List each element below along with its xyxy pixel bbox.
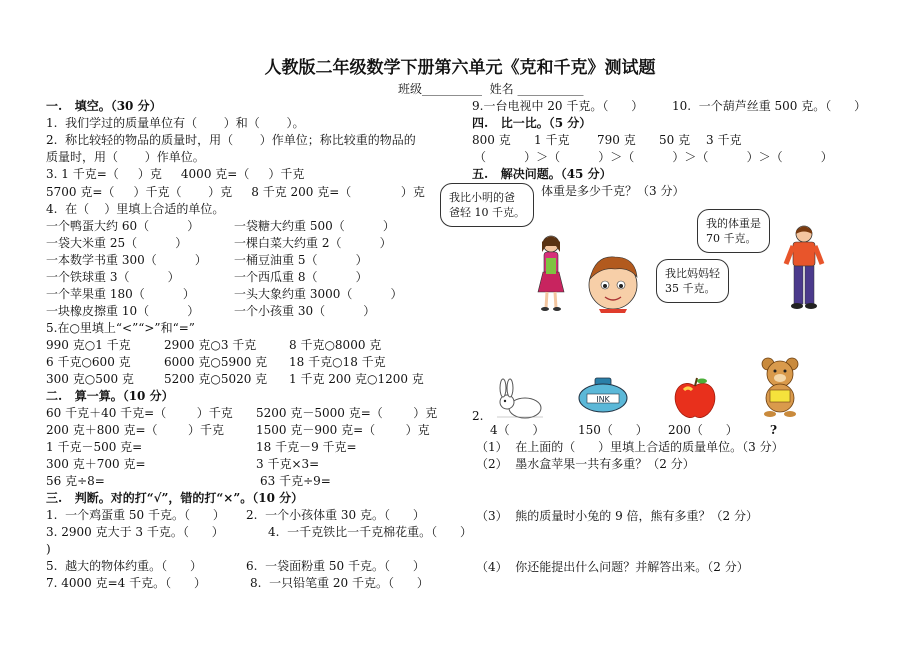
calc-item: 3 千克×3= [256, 457, 320, 471]
apple-icon [672, 376, 718, 420]
q2-line1: 2. 称比较轻的物品的质量时，用（ ）作单位；称比较重的物品的 [46, 133, 416, 147]
judge-item: 4. 一千克铁比一千克棉花重。（ ） [268, 525, 472, 539]
unit-item: 一桶豆油重 5（ ） [234, 253, 368, 267]
speech-bubble-mother: 我比小明的爸 爸轻 10 千克。 [440, 183, 534, 227]
compare-item: 18 千克○18 千克 [289, 355, 386, 369]
q5: 5.在○里填上“<”“>”和“=” [46, 321, 195, 335]
unit-item: 一个鸭蛋大约 60（ ） [46, 219, 200, 233]
unit-item: 一个苹果重 180（ ） [46, 287, 195, 301]
judge-item: 2. 一个小孩体重 30 克。（ ） [246, 508, 425, 522]
compare-item: 990 克○1 千克 [46, 338, 131, 352]
compare-item: 300 克○500 克 [46, 372, 134, 386]
section-5-heading: 五. 解决问题。（45 分） [472, 167, 612, 181]
unit-item: 一个西瓜重 8（ ） [234, 270, 368, 284]
calc-item: 63 千克÷9= [260, 474, 331, 488]
speech-bubble-father: 我的体重是 70 千克。 [697, 209, 770, 253]
judge-item: 5. 越大的物体约重。（ ） [46, 559, 202, 573]
section-4-heading: 四. 比一比。（5 分） [472, 116, 592, 130]
ink-label: INK [596, 395, 610, 404]
compare-item: 8 千克○8000 克 [289, 338, 382, 352]
calc-item: 200 克＋800 克=（ ）千克 [46, 423, 225, 437]
problem-2-number: 2. [472, 409, 484, 423]
calc-item: 18 千克－9 千克= [256, 440, 357, 454]
calc-item: 300 克＋700 克= [46, 457, 146, 471]
compare-value: 50 克 [659, 133, 691, 147]
problem-1: 体重是多少千克？（3 分） [541, 184, 685, 198]
q1: 1. 我们学过的质量单位有（ ）和（ ）。 [46, 116, 305, 130]
judge-item: 7. 4000 克=4 千克。（ ） [46, 576, 207, 590]
weight-rabbit: 4（ ） [490, 423, 545, 437]
judge-item: 1. 一个鸡蛋重 50 千克。（ ） [46, 508, 225, 522]
unit-item: 一个小孩重 30（ ） [234, 304, 376, 318]
mother-illustration [530, 234, 572, 312]
compare-item: 5200 克○5020 克 [164, 372, 268, 386]
compare-value: 790 克 [597, 133, 636, 147]
section-2-heading: 二. 算一算。（10 分） [46, 389, 174, 403]
q3-line1: 3. 1 千克=（ ）克 4000 克=（ ）千克 [46, 167, 305, 181]
unit-item: 一棵白菜大约重 2（ ） [234, 236, 392, 250]
calc-item: 1500 克－900 克=（ ）克 [256, 423, 430, 437]
weight-bear: ? [770, 423, 778, 437]
unit-item: 一袋糖大约重 500（ ） [234, 219, 395, 233]
calc-item: 1 千克－500 克= [46, 440, 143, 454]
unit-item: 一袋大米重 25（ ） [46, 236, 188, 250]
compare-item: 6 千克○600 克 [46, 355, 131, 369]
page-title: 人教版二年级数学下册第六单元《克和千克》测试题 [264, 58, 656, 78]
unit-item: 一头大象约重 3000（ ） [234, 287, 403, 301]
weight-apple: 200（ ） [668, 423, 738, 437]
section-3-heading: 三. 判断。对的打“√”，错的打“×”。（10 分） [46, 491, 304, 505]
compare-item: 2900 克○3 千克 [164, 338, 257, 352]
judge-9: 9.一台电视中 20 千克。（ ） [472, 99, 644, 113]
sub-question-2: （2） 墨水盒苹果一共有多重？（2 分） [476, 457, 695, 471]
compare-value: 1 千克 [534, 133, 570, 147]
compare-item: 6000 克○5900 克 [164, 355, 268, 369]
weight-ink: 150（ ） [578, 423, 648, 437]
speech-bubble-boy: 我比妈妈轻 35 千克。 [656, 259, 729, 303]
class-name-line: 班级__________ 姓名 ___________ [398, 82, 584, 96]
section-1-heading: 一. 填空。（30 分） [46, 99, 162, 113]
ink-bottle-icon [577, 376, 629, 416]
judge-item: 6. 一袋面粉重 50 千克。（ ） [246, 559, 425, 573]
q2-line2: 质量时，用（ ）作单位。 [46, 150, 205, 164]
rabbit-icon [493, 380, 547, 420]
q4: 4. 在（ ）里填上合适的单位。 [46, 202, 225, 216]
judge-item: 3. 2900 克大于 3 千克。（ ） [46, 525, 224, 539]
calc-item: 56 克÷8= [46, 474, 105, 488]
judge-10: 10. 一个葫芦丝重 500 克。（ ） [672, 99, 867, 113]
compare-value: 800 克 [472, 133, 511, 147]
unit-item: 一个铁球重 3（ ） [46, 270, 180, 284]
judge-item: 8. 一只铅笔重 20 千克。（ ） [250, 576, 429, 590]
q3-line2: 5700 克=（ ）千克（ ）克 8 千克 200 克=（ ）克 [46, 185, 425, 199]
boy-illustration [585, 253, 641, 313]
unit-item: 一本数学书重 300（ ） [46, 253, 207, 267]
father-illustration [780, 224, 830, 312]
sub-question-4: （4） 你还能提出什么问题？并解答出来。（2 分） [476, 560, 749, 574]
calc-item: 5200 克－5000 克=（ ）克 [256, 406, 438, 420]
sub-question-3: （3） 熊的质量时小兔的 9 倍，熊有多重？（2 分） [476, 509, 758, 523]
compare-item: 1 千克 200 克○1200 克 [289, 372, 424, 386]
judge-wrap: ) [46, 542, 51, 556]
compare-value: 3 千克 [706, 133, 742, 147]
calc-item: 60 千克＋40 千克=（ ）千克 [46, 406, 233, 420]
compare-blanks: （ ）＞（ ）＞（ ）＞（ ）＞（ ） [474, 150, 833, 164]
sub-question-1: （1） 在上面的（ ）里填上合适的质量单位。（3 分） [476, 440, 784, 454]
unit-item: 一块橡皮擦重 10（ ） [46, 304, 200, 318]
bear-icon [758, 356, 802, 418]
